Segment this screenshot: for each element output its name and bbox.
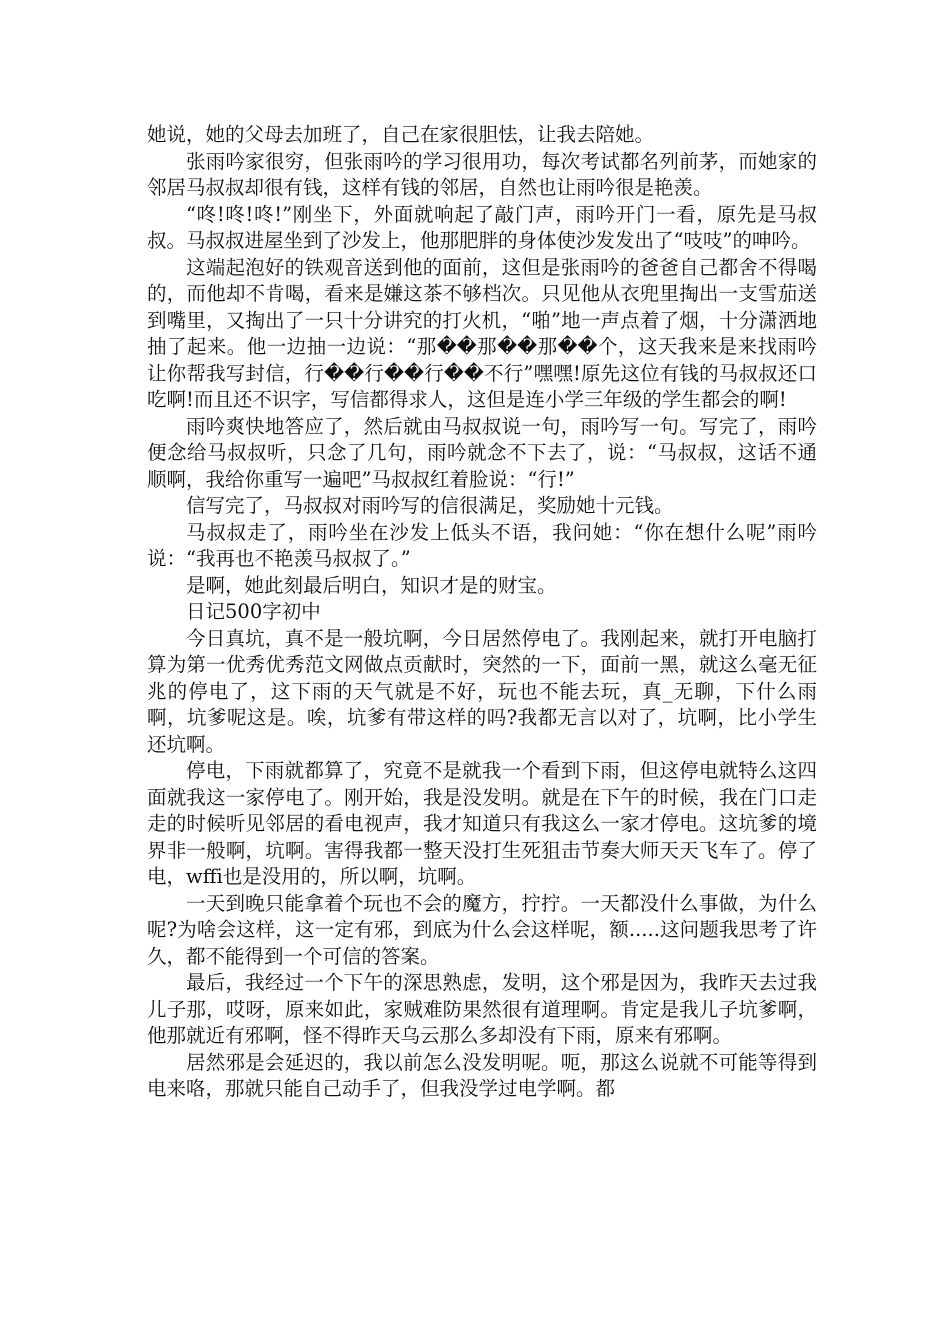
paragraph: 最后，我经过一个下午的深思熟虑，发明，这个邪是因为，我昨天去过我儿子那，哎呀，原来如此，家贼难防果然很有道理啊。肯定是我儿子坑爹啊，他那就近有邪啊，怪不得昨天乌云那么多却没有下雨，原来有邪啊。 <box>147 971 817 1047</box>
paragraph: 是啊，她此刻最后明白，知识才是的财宝。 <box>186 573 557 597</box>
document-body <box>147 122 817 1103</box>
paragraph: 今日真坑，真不是一般坑啊，今日居然停电了。我刚起来，就打开电脑打算为第一优秀优秀范文网做点贡献时，突然的一下，面前一黑，就这么毫无征兆的停电了，这下雨的天气就是不好，玩也不能去玩，真_无聊，下什么雨啊，坑爹呢这是。唉，坑爹有带这样的吗?我都无言以对了，坑啊，比小学生还坑啊。 <box>147 626 817 756</box>
paragraph: 一天到晚只能拿着个玩也不会的魔方，拧拧。一天都没什么事做，为什么呢?为啥会这样，这一定有邪，到底为什么会这样呢，额.....这问题我思考了许久，都不能得到一个可信的答案。 <box>147 891 817 968</box>
paragraph: 停电，下雨就都算了，究竟不是就我一个看到下雨，但这停电就特么这四面就我这一家停电了。刚开始，我是没发明。就是在下午的时候，我在门口走走的时候听见邻居的看电视声，我才知道只有我这么一家才停电。这坑爹的境界非一般啊，坑啊。害得我都一整天没打生死狙击节奏大师天天飞车了。停了电，wffi也是没用的，所以啊，坑啊。 <box>147 759 817 888</box>
paragraph: 马叔叔走了，雨吟坐在沙发上低头不语，我问她：“你在想什么呢”雨吟说：“我再也不艳羡马叔叔了。” <box>147 520 817 570</box>
paragraph: 居然邪是会延迟的，我以前怎么没发明呢。呃，那这么说就不可能等得到电来咯，那就只能自己动手了，但我没学过电学啊。都 <box>147 1050 817 1100</box>
paragraph: 雨吟爽快地答应了，然后就由马叔叔说一句，雨吟写一句。写完了，雨吟便念给马叔叔听，只念了几句，雨吟就念不下去了，说：“马叔叔，这话不通顺啊，我给你重写一遍吧”马叔叔红着脸说：“行!” <box>147 414 817 491</box>
paragraph: 张雨吟家很穷，但张雨吟的学习很用功，每次考试都名列前茅，而她家的邻居马叔叔却很有钱，这样有钱的邻居，自然也让雨吟很是艳羡。 <box>147 149 817 199</box>
paragraph: 信写完了，马叔叔对雨吟写的信很满足，奖励她十元钱。 <box>186 494 674 517</box>
paragraph: “咚!咚!咚!”刚坐下，外面就响起了敲门声，雨吟开门一看，原先是马叔叔。马叔叔进屋坐到了沙发上，他那肥胖的身体使沙发发出了“吱吱”的呻吟。 <box>147 202 817 252</box>
paragraph: 她说，她的父母去加班了，自己在家很胆怯，让我去陪她。 <box>147 123 655 146</box>
paragraph: 这端起泡好的铁观音送到他的面前，这但是张雨吟的爸爸自己都舍不得喝的，而他却不肯喝，看来是嫌这茶不够档次。只见他从衣兜里掏出一支雪茄送到嘴里，又掏出了一只十分讲究的打火机，“啪”地一声点着了烟，十分潇洒地抽了起来。他一边抽一边说：“那��那��那��个，这天我来是来找雨吟让你帮我写封信，行��行��行��不行”嘿嘿!原先这位有钱的马叔叔还口吃啊!而且还不识字，写信都得求人，这但是连小学三年级的学生都会的啊! <box>147 255 817 411</box>
section-heading: 日记500字初中 <box>186 600 321 623</box>
